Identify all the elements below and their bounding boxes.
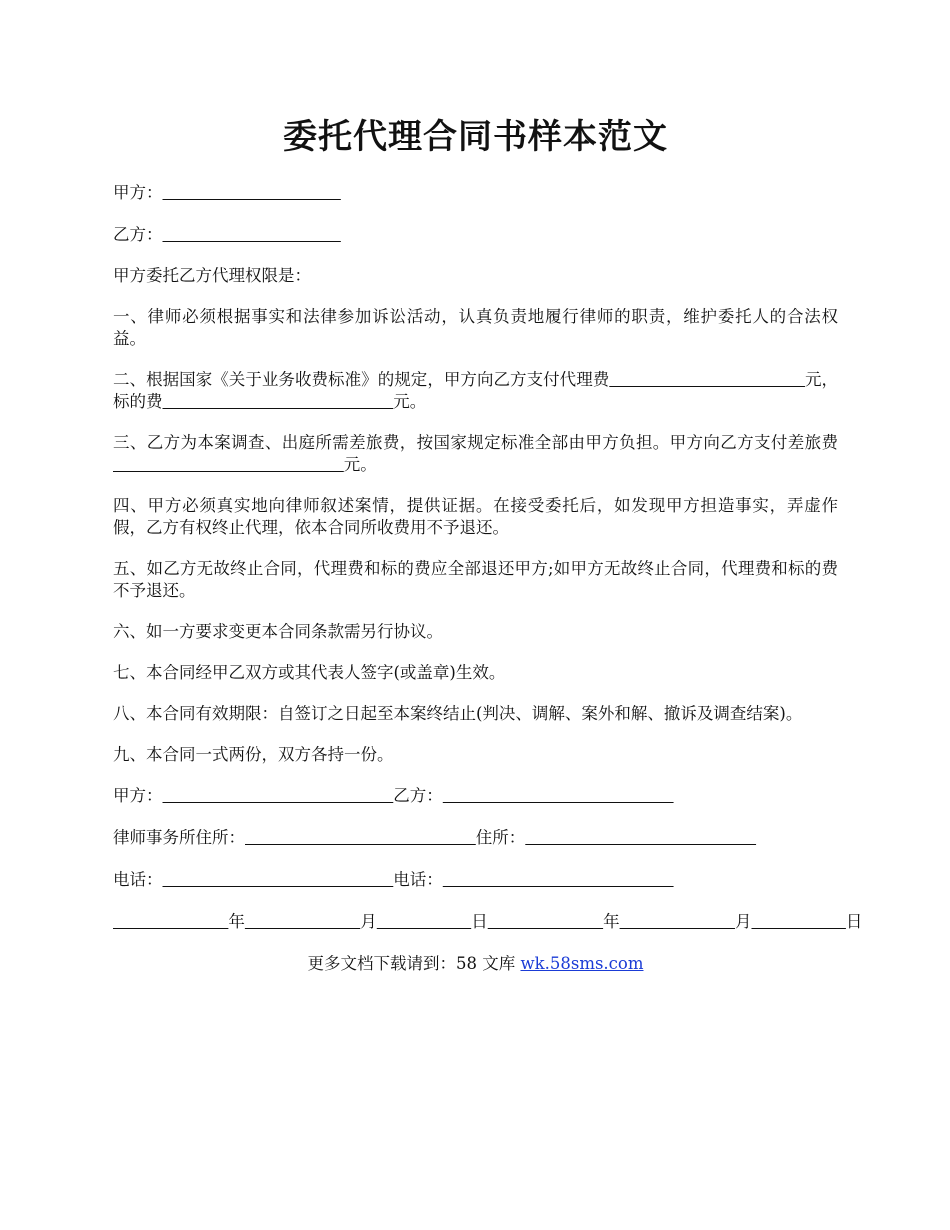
date-b-year-blank bbox=[488, 912, 603, 931]
clause-8: 八、本合同有效期限：自签订之日起至本案终结止(判决、调解、案外和解、撤诉及调查结案)。 bbox=[113, 704, 803, 723]
signature-address-line bbox=[113, 827, 838, 849]
footer bbox=[113, 953, 838, 975]
party-a-blank bbox=[163, 183, 341, 202]
clause-3 bbox=[113, 432, 838, 476]
signature-party-a-blank bbox=[163, 786, 394, 805]
date-b-month-blank bbox=[620, 912, 735, 931]
date-b-year-label: 年 bbox=[603, 912, 620, 931]
phone-b-blank bbox=[443, 870, 674, 889]
phone-a-label: 电话： bbox=[113, 870, 163, 889]
clause-7: 七、本合同经甲乙双方或其代表人签字(或盖章)生效。 bbox=[113, 663, 506, 682]
date-b-day-label: 日 bbox=[845, 912, 863, 931]
signature-date-line bbox=[113, 911, 863, 933]
signature-party-b-label: 乙方： bbox=[393, 786, 443, 805]
date-a-day-label: 日 bbox=[471, 912, 488, 931]
address-blank bbox=[525, 828, 756, 847]
agency-fee-blank bbox=[609, 370, 805, 389]
clause-9: 九、本合同一式两份，双方各持一份。 bbox=[113, 745, 394, 764]
phone-a-blank bbox=[163, 870, 394, 889]
travel-fee-blank bbox=[113, 455, 344, 474]
signature-party-b-blank bbox=[443, 786, 674, 805]
party-b-label: 乙方： bbox=[113, 225, 163, 244]
clause-2-text: 二、根据国家《关于业务收费标准》的规定，甲方向乙方支付代理费 bbox=[113, 370, 610, 389]
clause-4: 四、甲方必须真实地向律师叙述案情，提供证据。在接受委托后，如发现甲方担造事实，弄虚作假，乙方有权终止代理，依本合同所收费用不予退还。 bbox=[113, 496, 838, 537]
date-a-year-blank bbox=[113, 912, 228, 931]
footer-text: 更多文档下载请到：58 文库 bbox=[307, 954, 521, 973]
clause-6: 六、如一方要求变更本合同条款需另行协议。 bbox=[113, 622, 443, 641]
document-title: 委托代理合同书样本范文 bbox=[283, 117, 668, 157]
date-a-month-label: 月 bbox=[360, 912, 377, 931]
party-a-line bbox=[113, 182, 838, 204]
intro-text: 甲方委托乙方代理权限是： bbox=[113, 266, 311, 285]
firm-address-label: 律师事务所住所： bbox=[113, 828, 245, 847]
clause-2 bbox=[113, 369, 838, 413]
clause-2-text-b: 元，标的费 bbox=[113, 370, 839, 411]
clause-3-text-b: 元。 bbox=[343, 455, 377, 474]
date-b-month-label: 月 bbox=[734, 912, 752, 931]
date-b-day-blank bbox=[751, 912, 845, 931]
clause-5: 五、如乙方无故终止合同，代理费和标的费应全部退还甲方;如甲方无故终止合同，代理费和标的费不予退还。 bbox=[113, 559, 838, 600]
address-label: 住所： bbox=[475, 828, 526, 847]
footer-link[interactable]: wk.58sms.com bbox=[520, 954, 644, 973]
subject-fee-blank bbox=[163, 392, 394, 411]
date-a-day-blank bbox=[377, 912, 471, 931]
firm-address-blank bbox=[245, 828, 476, 847]
party-b-line bbox=[113, 224, 838, 246]
clause-2-text-c: 元。 bbox=[393, 392, 427, 411]
date-a-year-label: 年 bbox=[228, 912, 245, 931]
signature-phone-line bbox=[113, 869, 838, 891]
clause-1: 一、律师必须根据事实和法律参加诉讼活动，认真负责地履行律师的职责，维护委托人的合法权益。 bbox=[113, 307, 838, 348]
signature-party-a-label: 甲方： bbox=[113, 786, 163, 805]
date-a-month-blank bbox=[245, 912, 360, 931]
clause-3-text: 三、乙方为本案调查、出庭所需差旅费，按国家规定标准全部由甲方负担。甲方向乙方支付差旅费 bbox=[113, 433, 838, 452]
signature-party-line bbox=[113, 785, 838, 807]
party-a-label: 甲方： bbox=[113, 183, 163, 202]
phone-b-label: 电话： bbox=[393, 870, 443, 889]
party-b-blank bbox=[163, 225, 341, 244]
